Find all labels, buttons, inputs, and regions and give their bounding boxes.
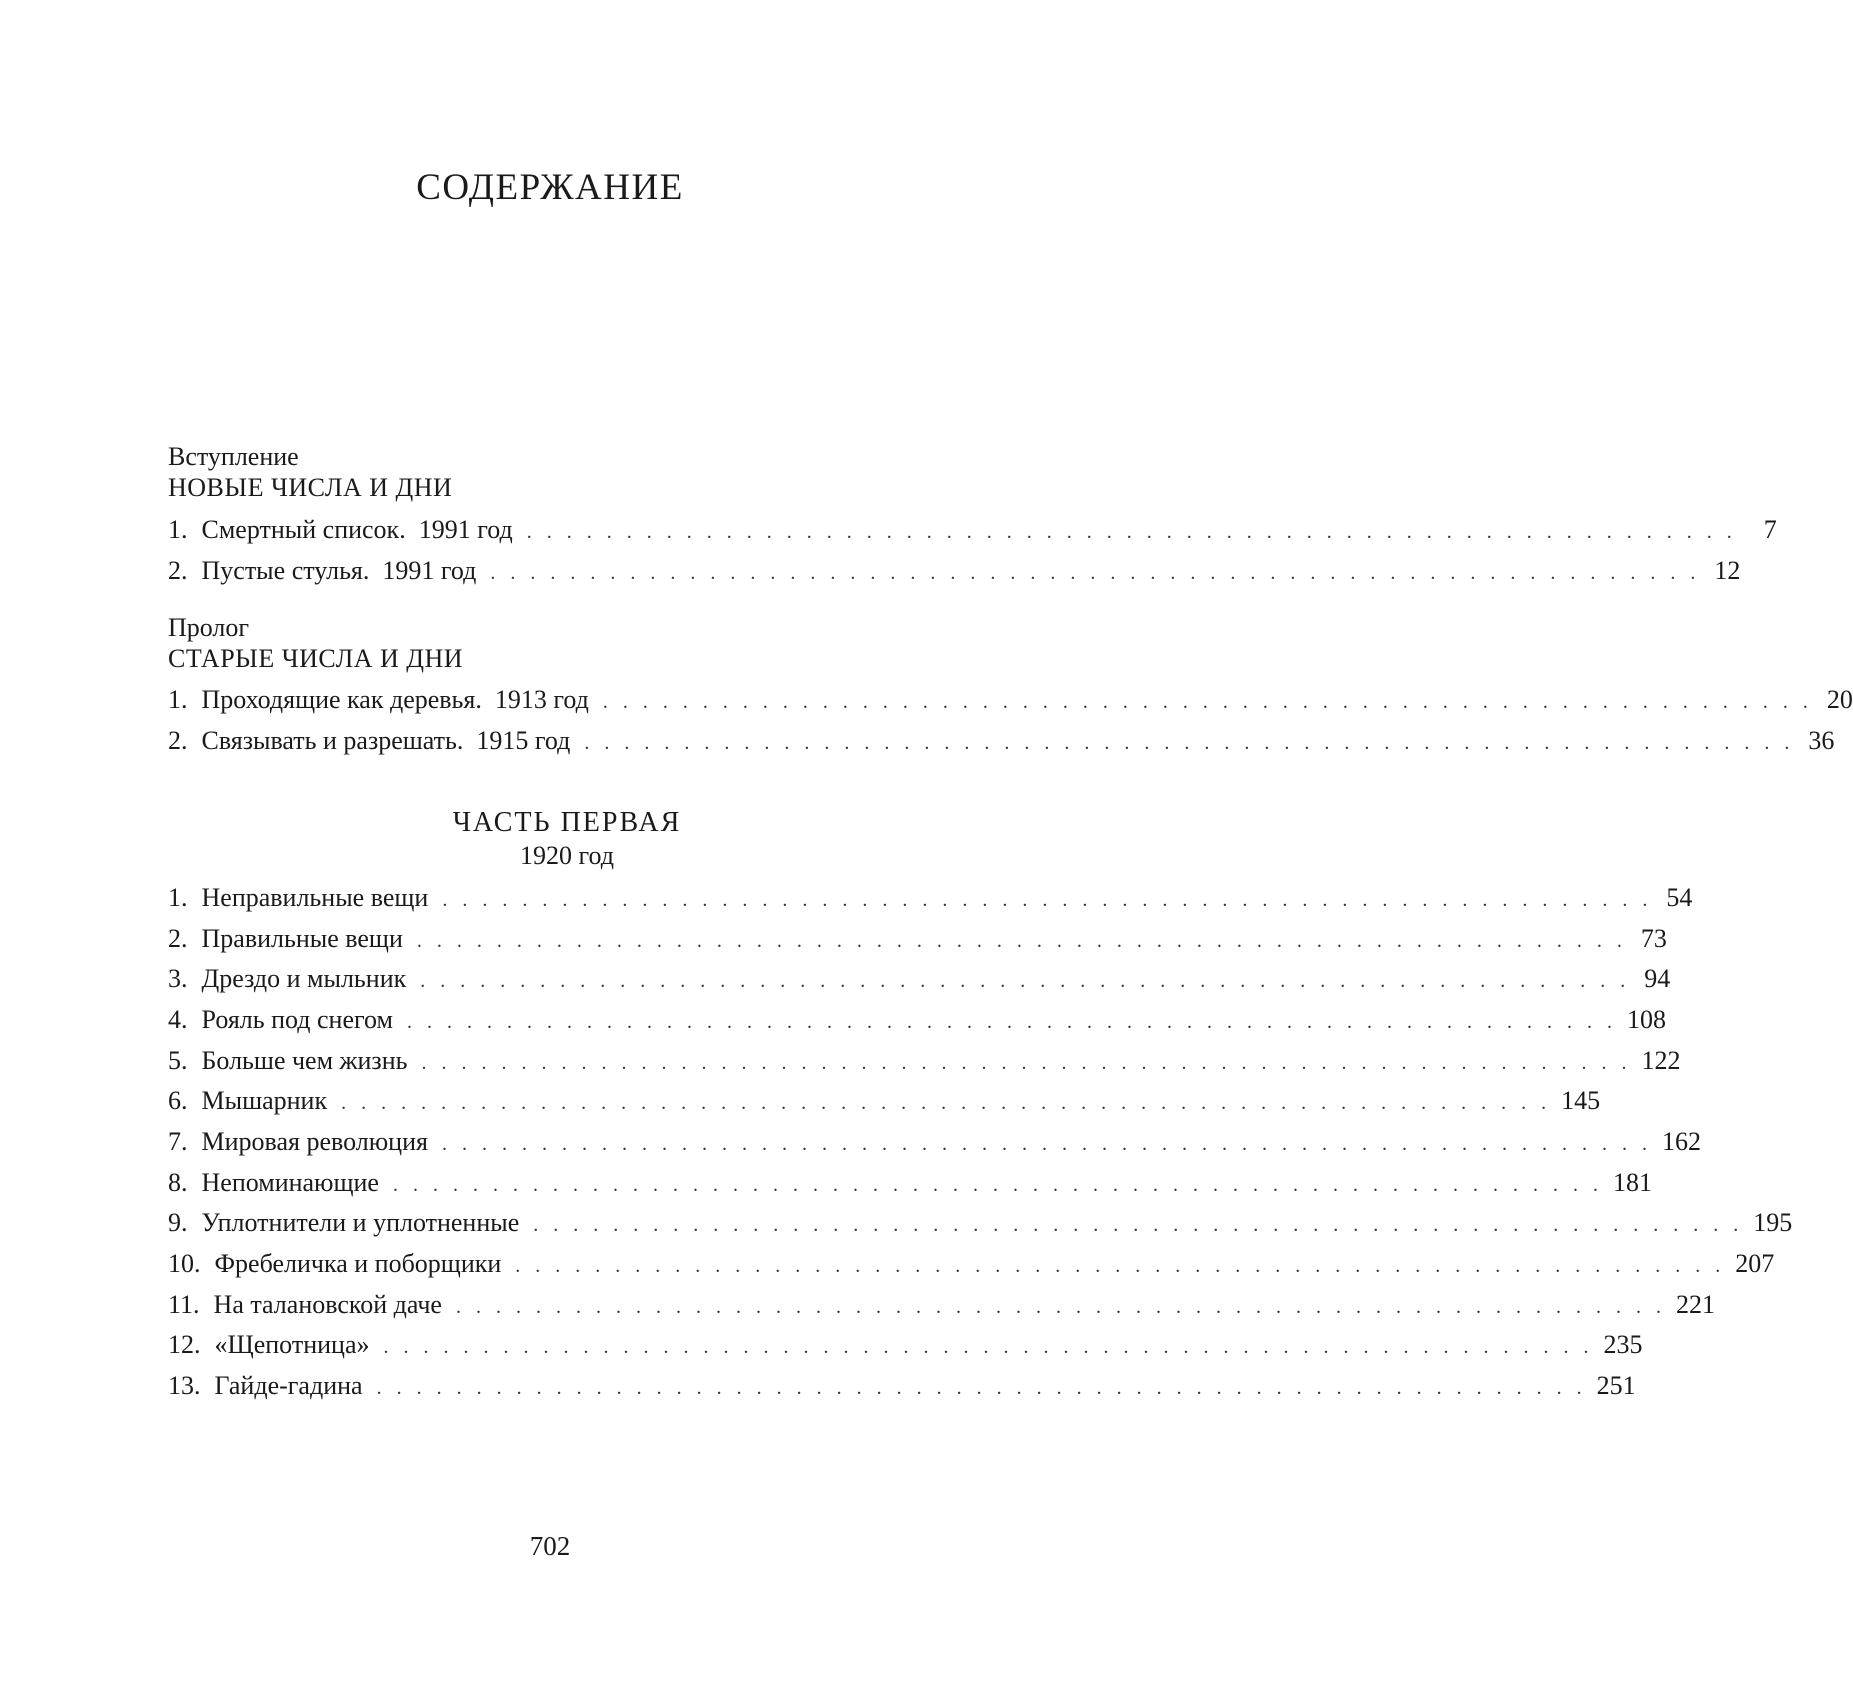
dot-leader: . . . . . . . . . . . . . . . . . . . . . . . . . . . . . . . . . . . . . . . . . . . . . . . . . . . . . . . . . . . . . [533,1214,1744,1236]
entry-number: 10. [168,1249,201,1278]
entry-title: Больше чем жизнь [201,1046,408,1075]
entry-page-number: 235 [1603,1330,1643,1359]
entry-title: Гайде-гадина [214,1371,363,1400]
toc-entry[interactable] [168,1288,1715,1322]
dot-leader: . . . . . . . . . . . . . . . . . . . . . . . . . . . . . . . . . . . . . . . . . . . . . . . . . . . . . . . . . . . . . [341,1092,1552,1114]
part-subheading: 1920 год [520,841,614,870]
dot-leader: . . . . . . . . . . . . . . . . . . . . . . . . . . . . . . . . . . . . . . . . . . . . . . . . . . . . . . . . . . . . . [406,1011,1617,1033]
toc-entry[interactable] [168,1247,1775,1281]
dot-leader: . . . . . . . . . . . . . . . . . . . . . . . . . . . . . . . . . . . . . . . . . . . . . . . . . . . . . . . . . . . . . [455,1296,1666,1318]
dot-leader: . . . . . . . . . . . . . . . . . . . . . . . . . . . . . . . . . . . . . . . . . . . . . . . . . . . . . . . . . . . . . [526,521,1737,543]
entry-title: Рояль под снегом [201,1005,393,1034]
entry-page-number: 251 [1596,1371,1636,1400]
entry-page-number: 145 [1561,1086,1601,1115]
entry-title: Мышарник [201,1086,328,1115]
toc-entry[interactable] [168,1044,1681,1078]
entry-number: 2. [168,924,188,953]
entry-number: 2. [168,726,188,755]
intro-label: Вступление [168,442,299,471]
dot-leader: . . . . . . . . . . . . . . . . . . . . . . . . . . . . . . . . . . . . . . . . . . . . . . . . . . . . . . . . . . . . . [490,562,1701,584]
entry-page-number: 36 [1808,726,1835,755]
dot-leader: . . . . . . . . . . . . . . . . . . . . . . . . . . . . . . . . . . . . . . . . . . . . . . . . . . . . . . . . . . . . . [416,930,1627,952]
entry-number: 1. [168,685,188,714]
entry-title: Правильные вещи [201,924,403,953]
toc-entry[interactable] [168,1166,1652,1200]
dot-leader: . . . . . . . . . . . . . . . . . . . . . . . . . . . . . . . . . . . . . . . . . . . . . . . . . . . . . . . . . . . . . [420,970,1631,992]
intro-heading: НОВЫЕ ЧИСЛА И ДНИ [168,473,453,502]
prologue-label: Пролог [168,613,250,642]
entry-page-number: 122 [1641,1046,1681,1075]
entry-number: 6. [168,1086,188,1115]
entry-page-number: 207 [1735,1249,1775,1278]
entry-number: 5. [168,1046,188,1075]
page-number: 702 [529,1531,571,1561]
page-title: СОДЕРЖАНИЕ [416,167,684,208]
toc-entry[interactable] [168,1328,1643,1362]
entry-page-number: 94 [1644,964,1671,993]
dot-leader: . . . . . . . . . . . . . . . . . . . . . . . . . . . . . . . . . . . . . . . . . . . . . . . . . . . . . . . . . . . . . [383,1336,1594,1358]
toc-entry[interactable] [168,1003,1666,1037]
dot-leader: . . . . . . . . . . . . . . . . . . . . . . . . . . . . . . . . . . . . . . . . . . . . . . . . . . . . . . . . . . . . . [442,889,1653,911]
entry-title: Дрездо и мыльник [201,964,407,993]
entry-title: На талановской даче [213,1290,442,1319]
entry-page-number: 108 [1626,1005,1666,1034]
part-heading: ЧАСТЬ ПЕРВАЯ [452,807,682,838]
dot-leader: . . . . . . . . . . . . . . . . . . . . . . . . . . . . . . . . . . . . . . . . . . . . . . . . . . . . . . . . . . . . . [515,1255,1726,1277]
entry-title: Уплотнители и уплотненные [201,1208,520,1237]
dot-leader: . . . . . . . . . . . . . . . . . . . . . . . . . . . . . . . . . . . . . . . . . . . . . . . . . . . . . . . . . . . . . [584,732,1795,754]
toc-entry[interactable] [168,1206,1793,1240]
toc-entry[interactable] [168,1369,1636,1403]
entry-page-number: 7 [1763,515,1777,544]
entry-page-number: 221 [1675,1290,1715,1319]
entry-number: 11. [168,1290,200,1319]
dot-leader: . . . . . . . . . . . . . . . . . . . . . . . . . . . . . . . . . . . . . . . . . . . . . . . . . . . . . . . . . . . . . [376,1377,1587,1399]
toc-entry[interactable] [168,683,1853,717]
entry-page-number: 181 [1612,1168,1652,1197]
entry-number: 9. [168,1208,188,1237]
toc-entry[interactable] [168,513,1777,547]
entry-number: 1. [168,883,188,912]
entry-number: 4. [168,1005,188,1034]
toc-entry[interactable] [168,724,1835,758]
toc-entry[interactable] [168,1125,1701,1159]
entry-page-number: 162 [1661,1127,1701,1156]
dot-leader: . . . . . . . . . . . . . . . . . . . . . . . . . . . . . . . . . . . . . . . . . . . . . . . . . . . . . . . . . . . . . [421,1052,1632,1074]
entry-page-number: 20 [1826,685,1853,714]
entry-title: Пустые стулья. 1991 год [201,556,477,585]
entry-number: 12. [168,1330,201,1359]
entry-title: Мировая революция [201,1127,428,1156]
entry-title: Фребеличка и поборщики [214,1249,502,1278]
entry-page-number: 12 [1714,556,1741,585]
entry-title: «Щепотница» [214,1330,370,1359]
entry-title: Неправильные вещи [201,883,429,912]
toc-entry[interactable] [168,881,1693,915]
entry-number: 8. [168,1168,188,1197]
entry-title: Связывать и разрешать. 1915 год [201,726,571,755]
toc-entry[interactable] [168,1084,1601,1118]
prologue-heading: СТАРЫЕ ЧИСЛА И ДНИ [168,644,464,673]
entry-title: Проходящие как деревья. 1913 год [201,685,589,714]
entry-number: 13. [168,1371,201,1400]
entry-number: 1. [168,515,188,544]
entry-title: Непоминающие [201,1168,379,1197]
entry-number: 7. [168,1127,188,1156]
entry-page-number: 54 [1666,883,1693,912]
dot-leader: . . . . . . . . . . . . . . . . . . . . . . . . . . . . . . . . . . . . . . . . . . . . . . . . . . . . . . . . . . . . . [602,691,1813,713]
entry-page-number: 195 [1753,1208,1793,1237]
entry-number: 2. [168,556,188,585]
entry-title: Смертный список. 1991 год [201,515,513,544]
toc-entry[interactable] [168,962,1671,996]
dot-leader: . . . . . . . . . . . . . . . . . . . . . . . . . . . . . . . . . . . . . . . . . . . . . . . . . . . . . . . . . . . . . [441,1133,1652,1155]
toc-entry[interactable] [168,922,1667,956]
entry-number: 3. [168,964,188,993]
toc-entry[interactable] [168,554,1741,588]
dot-leader: . . . . . . . . . . . . . . . . . . . . . . . . . . . . . . . . . . . . . . . . . . . . . . . . . . . . . . . . . . . . . [392,1174,1603,1196]
entry-page-number: 73 [1640,924,1667,953]
